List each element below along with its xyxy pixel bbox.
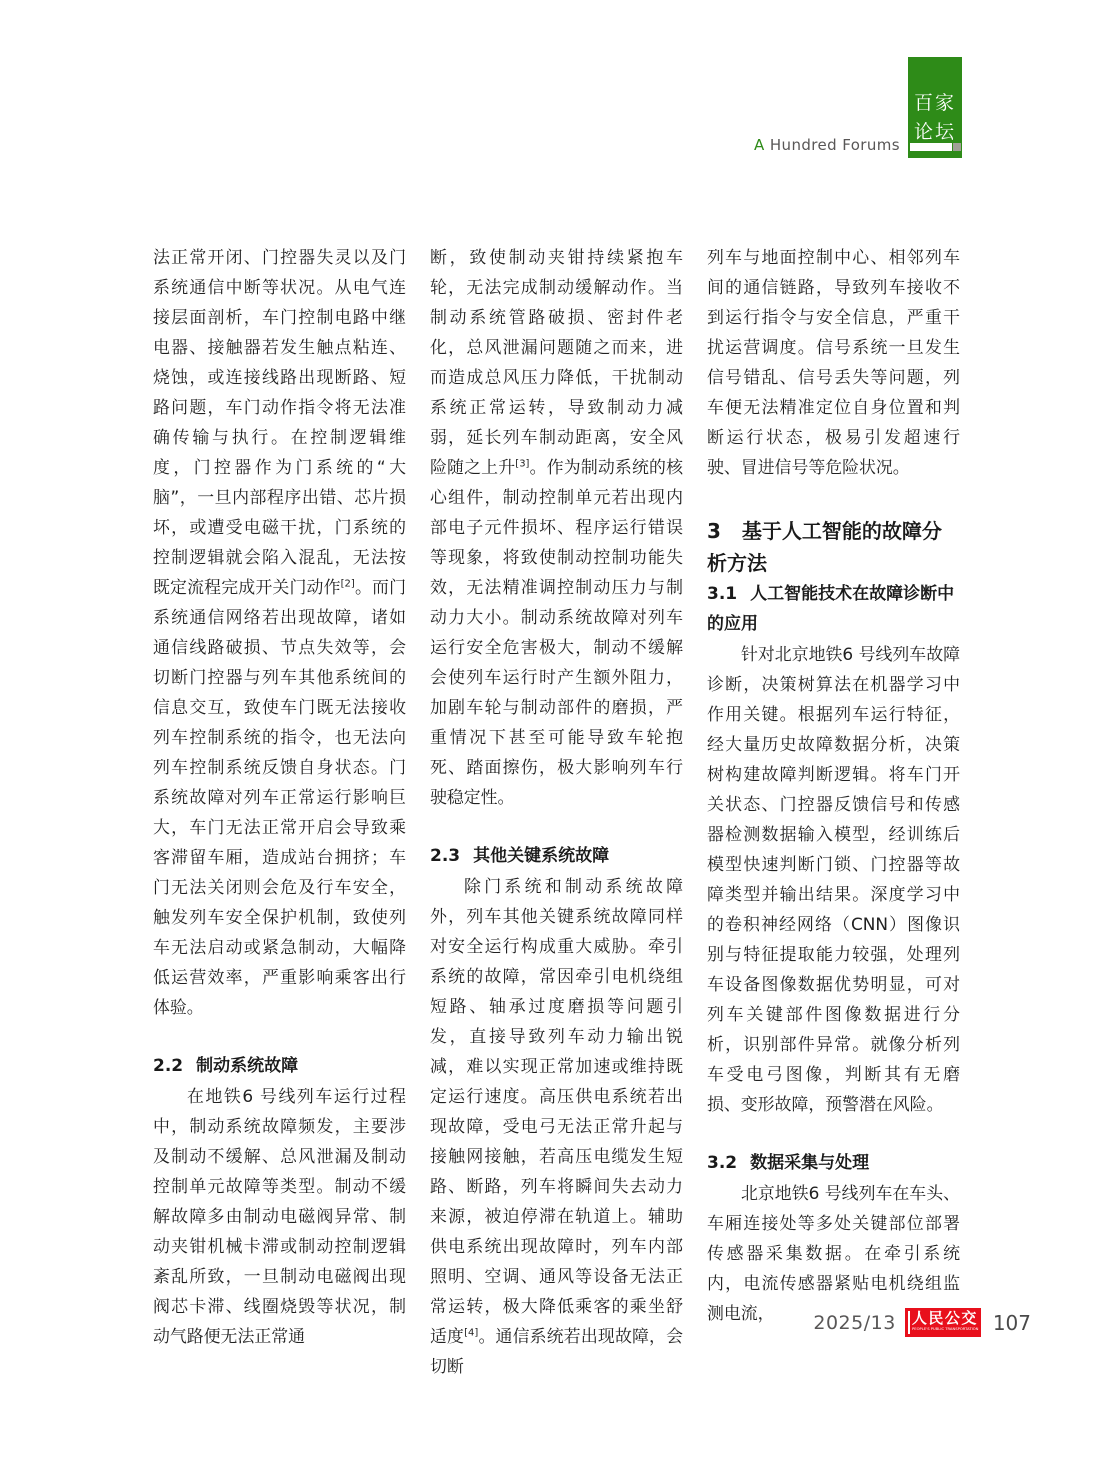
journal-logo-divider [908,1311,910,1334]
paragraph: 断，致使制动夹钳持续紧抱车轮，无法完成制动缓解动作。当制动系统管路破损、密封件老化，总风泄漏问题随之而来，进而造成总风压力降低，干扰制动系统正常运转，导致制动力减弱，延长列车制动距离，安全风险随之上升[3]。作为制动系统的核心组件，制动控制单元若出现内部电子元件损坏、程序运行错误等现象，将致使制动控制功能失效，无法精准调控制动压力与制动力大小。制动系统故障对列车运行安全危害极大，制动不缓解会使列车运行时产生额外阻力，加剧车轮与制动部件的磨损，严重情况下甚至可能导致车轮抱死、踏面擦伤，极大影响列车行驶稳定性。 [430,247,684,807]
paragraph: 列车与地面控制中心、相邻列车间的通信链路，导致列车接收不到运行指令与安全信息，严重干扰运营调度。信号系统一旦发生信号错乱、信号丢失等问题，列车便无法精准定位自身位置和判断运行状态，极易引发超速行驶、冒进信号等危险状况。 [707,247,960,477]
section-corner-badge [908,57,962,158]
corner-badge-square [953,143,961,151]
heading-title: 制动系统故障 [196,1056,299,1076]
subsection-heading [153,1051,406,1081]
page-footer [0,1308,1031,1337]
citation-marker: [3] [515,458,530,470]
paragraph: 在地铁6 号线列车运行过程中，制动系统故障频发，主要涉及制动不缓解、总风泄漏及制动控制单元故障等类型。制动不缓解故障多由制动电磁阀异常、制动夹钳机械卡滞或制动控制逻辑紊乱所致，一旦制动电磁阀出现阀芯卡滞、线圈烧毁等状况，制动气路便无法正常通 [153,1086,406,1346]
section-heading [707,515,960,579]
heading-title: 人工智能技术在故障诊断中的应用 [707,584,955,634]
citation-marker: [2] [340,578,355,590]
subsection-heading [707,1148,960,1178]
subsection-heading [707,579,960,639]
page-number: 107 [992,1310,1031,1335]
heading-number: 3.1 [707,584,738,604]
heading-number: 2.3 [430,846,461,866]
paragraph: 针对北京地铁6 号线列车故障诊断，决策树算法在机器学习中作用关键。根据列车运行特征，经大量历史故障数据分析，决策树构建故障判断逻辑。将车门开关状态、门控器反馈信号和传感器检测数据输入模型，经训练后模型快速判断门锁、门控器等故障类型并输出结果。深度学习中的卷积神经网络（CNN）图像识别与特征提取能力较强，处理列车设备图像数据优势明显，可对列车关键部件图像数据进行分析，识别部件异常。就像分析列车受电弓图像，判断其有无磨损、变形故障，预警潜在风险。 [707,644,960,1114]
corner-badge-line2: 论坛 [913,121,956,143]
paragraph: 法正常开闭、门控器失灵以及门系统通信中断等状况。从电气连接层面剖析，车门控制电路中继电器、接触器若发生触点粘连、烧蚀，或连接线路出现断路、短路问题，车门动作指令将无法准确传输与执行。在控制逻辑维度，门控器作为门系统的“大脑”，一旦内部程序出错、芯片损坏，或遭受电磁干扰，门系统的控制逻辑就会陷入混乱，无法按既定流程完成开关门动作[2]。而门系统通信网络若出现故障，诸如通信线路破损、节点失效等，会切断门控器与列车其他系统间的信息交互，致使车门既无法接收列车控制系统的指令，也无法向列车控制系统反馈自身状态。门系统故障对列车正常运行影响巨大，车门无法正常开启会导致乘客滞留车厢，造成站台拥挤；车门无法关闭则会危及行车安全，触发列车安全保护机制，致使列车无法启动或紧急制动，大幅降低运营效率，严重影响乘客出行体验。 [153,247,407,1017]
journal-name: 人民公交 [911,1309,978,1327]
heading-number: 3.2 [707,1153,738,1173]
heading-title: 数据采集与处理 [750,1153,870,1173]
heading-title: 其他关键系统故障 [473,846,610,866]
subsection-heading [430,841,683,871]
journal-subtitle: PEOPLE'S PUBLIC TRANSPORTATION [911,1327,979,1332]
corner-label-english [754,136,900,154]
heading-number: 3 [707,519,721,543]
corner-label-accent-letter: A [754,136,765,154]
text-column-3 [707,242,979,1381]
paragraph: 北京地铁6 号线列车在车头、车厢连接处等多处关键部位部署传感器采集数据。在牵引系统内，电流传感器紧贴电机绕组监测电流， [707,1183,960,1323]
article-columns [153,242,979,1381]
issue-number: 2025/13 [813,1311,896,1334]
paragraph: 除门系统和制动系统故障外，列车其他关键系统故障同样对安全运行构成重大威胁。牵引系统的故障，常因牵引电机绕组短路、轴承过度磨损等问题引发，直接导致列车动力输出锐减，难以实现正常加速或维持既定运行速度。高压供电系统若出现故障，受电弓无法正常升起与接触网接触，若高压电缆发生短路、断路，列车将瞬间失去动力来源，被迫停滞在轨道上。辅助供电系统出现故障时，列车内部照明、空调、通风等设备无法正常运转，极大降低乘客的乘坐舒适度[4]。通信系统若出现故障，会切断 [430,876,684,1376]
heading-number: 2.2 [153,1056,184,1076]
corner-label-rest: Hundred Forums [764,136,900,154]
text-column-2 [430,242,683,1381]
corner-badge-line1: 百家 [913,92,956,114]
citation-marker: [4] [464,1327,479,1339]
journal-logo-badge [905,1308,981,1337]
text-column-1 [153,242,406,1381]
heading-title: 基于人工智能的故障分析方法 [707,519,942,575]
corner-badge-text [908,89,962,147]
corner-badge-underline [910,143,952,151]
